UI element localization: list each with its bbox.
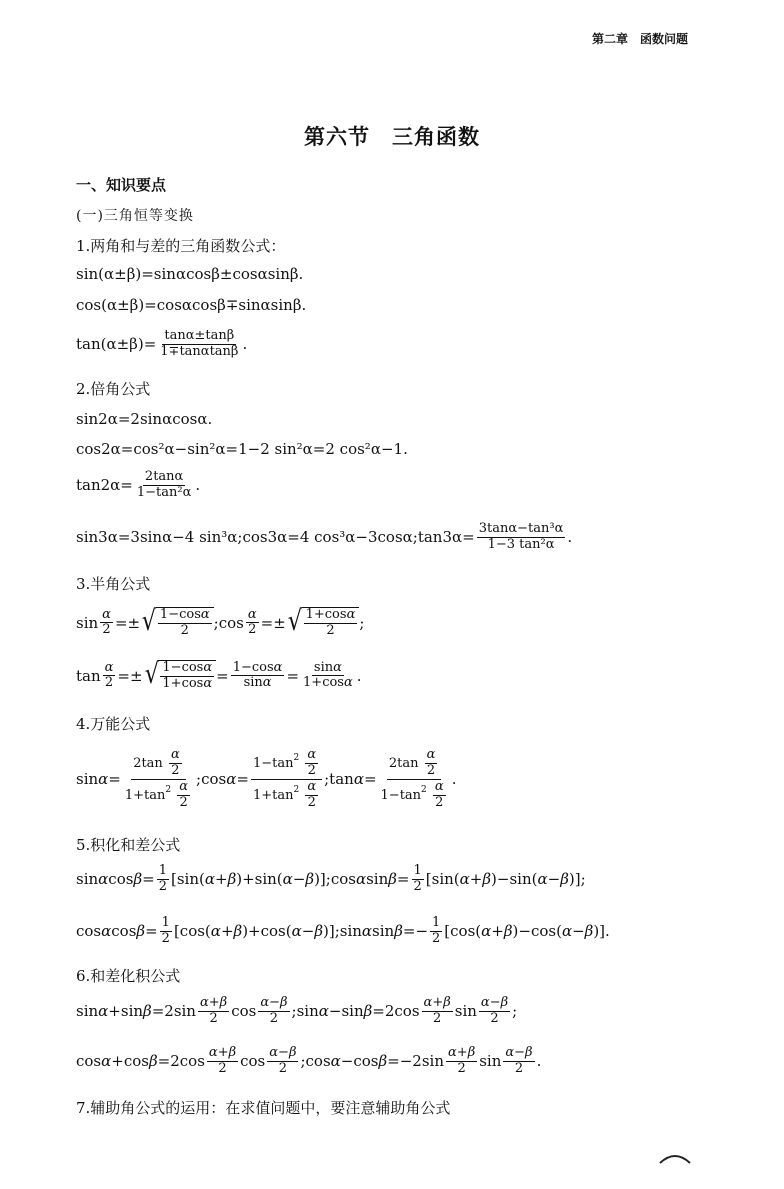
formula-tan-double-fraction [135,470,194,501]
heading-half-angle: 3.半角公式 [76,575,151,593]
formula-tan-sum-lhs: tan(α±β)= [76,335,157,354]
formula-tan-sum-denominator: 1∓tanαtanβ [160,343,239,359]
formula-tan-sum: tan(α±β)= $\frac{\tan\alpha\pm\tan\beta}{1\mp\tan\alpha\tan\beta}$ . [76,328,248,359]
formula-tan-double-lhs: tan2α= [76,476,133,495]
formula-half-angle-sin-cos: sin $\frac{\alpha}{2}$ =± √ $\frac{1-\cos\alpha}{2}$ ;cos $\frac{\alpha}{2}$ =± √ $\frac{1+\cos\alpha}{2}$ ; [76,604,365,638]
subsection-heading: (一)三角恒等变换 [76,208,194,224]
formula-tan-double-numerator: 2tanα [144,469,184,484]
formula-tan-triple-denominator: 1−3 tan²α [487,536,555,552]
formula-tan-triple-numerator: 3tanα−tan³α [478,521,564,536]
formula-tan-double-denominator: 1−tan²α [136,484,192,500]
formula-universal: sinα= 2tan $\frac{\alpha}{2}$ $1+\tan^2$ $\frac{\alpha}{2}$ ;cosα= $1-\tan^2$ $\frac{\alpha}{2}$ $1+\tan^2$ $\frac{\alpha}{2}$ ;tanα= 2tan $\frac{\alpha}{2}$ $1-\tan^2$ $\frac{\alpha}{2}$ . [76,747,457,810]
formula-tan-triple-fraction [477,522,566,553]
formula-tan-sum-numerator: tanα±tanβ [164,328,235,343]
formula-sum-to-product-1: sinα+sinβ=2sin $\frac{\alpha+\beta}{2}$ cos $\frac{\alpha-\beta}{2}$ ;sinα−sinβ=2cos $\frac{\alpha+\beta}{2}$ sin $\frac{\alpha-\beta}{2}$ ; [76,995,518,1026]
heading-auxiliary-angle: 7.辅助角公式的运用：在求值问题中，要注意辅助角公式 [76,1099,451,1117]
formula-tan-sum-fraction [158,329,240,360]
heading-universal: 4.万能公式 [76,715,151,733]
formula-tan-double: tan2α= $\frac{2\tan\alpha}{\text{1−tan²α}}$ . [76,469,201,500]
heading-product-to-sum: 5.积化和差公式 [76,836,181,854]
formula-sin-sum: sin(α±β)=sinαcosβ±cosαsinβ. [76,265,304,283]
formula-product-to-sum-1: sinαcosβ= $\frac{1}{2}$ [sin(α+β)+sin(α−β)];cosαsinβ= $\frac{1}{2}$ [sin(α+β)−sin(α−β)]; [76,863,586,894]
running-header: 第二章 函数问题 [591,32,688,46]
heading-sum-to-product: 6.和差化积公式 [76,967,181,985]
section-heading: 一、知识要点 [76,176,167,194]
heading-sum-difference: 1.两角和与差的三角函数公式： [76,237,286,255]
formula-product-to-sum-2: cosαcosβ= $\frac{1}{2}$ [cos(α+β)+cos(α−β)];sinαsinβ=− $\frac{1}{2}$ [cos(α+β)−cos(α−β)]. [76,915,610,946]
formula-cos-double: cos2α=cos²α−sin²α=1−2 sin²α=2 cos²α−1. [76,440,408,458]
page-title: 第六节 三角函数 [304,125,480,149]
formula-cos-sum: cos(α±β)=cosαcosβ∓sinαsinβ. [76,296,307,314]
formula-triple-angle-lhs: sin3α=3sinα−4 sin³α;cos3α=4 cos³α−3cosα;tan3α= [76,528,475,547]
heading-double-angle: 2.倍角公式 [76,380,151,398]
formula-half-angle-tan: tan $\frac{\alpha}{2}$ =± √ $\frac{1-\cos\alpha}{1+\cos\alpha}$ = $\frac{1-\cos\alpha}{\sin\alpha}$ = $\frac{\sin\alpha}{1+\cos\alpha}$ . [76,657,362,691]
formula-sin-double: sin2α=2sinαcosα. [76,410,213,428]
page-curl-mark [658,1149,692,1167]
formula-sum-to-product-2: cosα+cosβ=2cos $\frac{\alpha+\beta}{2}$ cos $\frac{\alpha-\beta}{2}$ ;cosα−cosβ=−2sin $\frac{\alpha+\beta}{2}$ sin $\frac{\alpha-\beta}{2}$ . [76,1045,542,1076]
formula-triple-angle: sin3α=3sinα−4 sin³α;cos3α=4 cos³α−3cosα;tan3α= $\frac{\text{3tanα−tan³α}}{\text{1−3 tan²α}}$ . [76,521,573,552]
